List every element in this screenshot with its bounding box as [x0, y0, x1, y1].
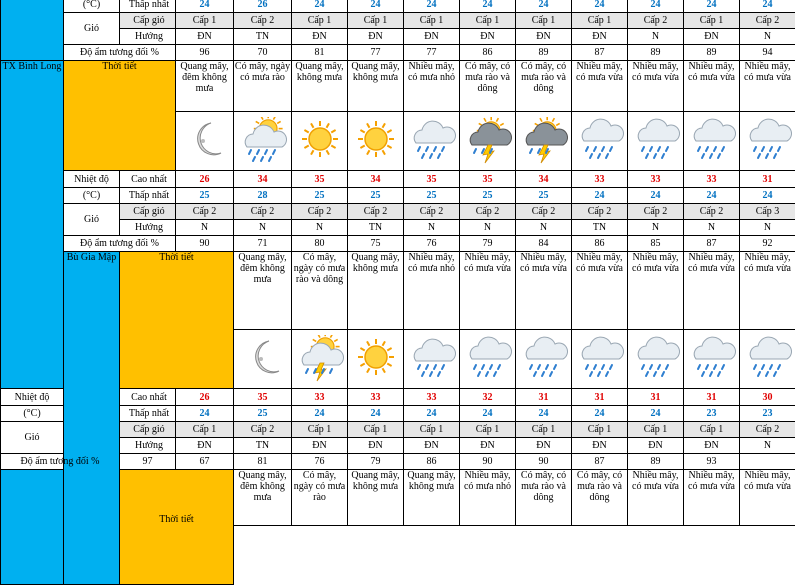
weather-icon-cell [628, 112, 684, 171]
wind-dir-label: Hướng [120, 29, 176, 45]
humidity-value: 87 [684, 236, 740, 252]
min-temp-value: 24 [176, 0, 234, 13]
location-cell-partial [1, 470, 64, 585]
cloud-heavy-rain-icon [576, 335, 624, 383]
wind-level-value: Cấp 2 [404, 204, 460, 220]
weather-label: Thời tiết [120, 470, 234, 585]
humidity-value: 89 [628, 45, 684, 61]
cloud-rain-icon [408, 117, 456, 165]
weather-description: Nhiều mây, có mưa vừa [516, 252, 572, 330]
max-temp-value: 34 [234, 171, 292, 188]
wind-level-value: Cấp 1 [516, 13, 572, 29]
temp-label: Nhiệt độ [1, 389, 64, 406]
location-name: Bù Gia Mập [64, 252, 120, 585]
humidity-value: 81 [234, 454, 292, 470]
min-temp-value: 24 [572, 406, 628, 422]
humidity-label: Độ ẩm tương đối % [64, 236, 176, 252]
weather-description: Nhiều mây, có mưa nhỏ [404, 61, 460, 112]
wind-level-value: Cấp 3 [740, 204, 795, 220]
weather-icon-cell [516, 112, 572, 171]
humidity-value: 87 [572, 454, 628, 470]
weather-icon-cell [234, 330, 292, 389]
weather-icon-cell [684, 112, 740, 171]
wind-level-value: Cấp 1 [460, 13, 516, 29]
wind-label: Gió [1, 422, 64, 454]
location-cell-partial [1, 0, 64, 61]
weather-description: Nhiều mây, có mưa nhỏ [404, 252, 460, 330]
wind-dir-value: N [628, 220, 684, 236]
max-temp-value: 34 [348, 171, 404, 188]
wind-dir-value: ĐN [460, 29, 516, 45]
weather-description: Nhiều mây, có mưa vừa [460, 252, 516, 330]
weather-label: Thời tiết [120, 252, 234, 389]
min-temp-value: 25 [234, 406, 292, 422]
min-temp-value: 24 [292, 0, 348, 13]
wind-level-value: Cấp 2 [572, 204, 628, 220]
min-temp-value: 24 [572, 0, 628, 13]
humidity-value: 87 [572, 45, 628, 61]
wind-dir-label: Hướng [120, 438, 176, 454]
forecast-body [1, 0, 795, 584]
min-temp-value: 25 [516, 188, 572, 204]
weather-icon-cell [460, 330, 516, 389]
humidity-value: 96 [176, 45, 234, 61]
weather-icon-cell [572, 330, 628, 389]
weather-description: Có mây, có mưa rào và dông [572, 470, 628, 526]
weather-description: Có mây, ngày có mưa rào và dông [292, 252, 348, 330]
max-temp-value: 33 [404, 389, 460, 406]
wind-level-value: Cấp 1 [176, 422, 234, 438]
max-temp-value: 26 [176, 171, 234, 188]
min-temp-value: 24 [516, 406, 572, 422]
max-temp-value: 31 [684, 389, 740, 406]
humidity-value: 86 [404, 454, 460, 470]
min-temp-value: 25 [460, 188, 516, 204]
wind-level-value: Cấp 2 [740, 422, 795, 438]
wind-level-value: Cấp 2 [740, 13, 795, 29]
wind-dir-value: N [460, 220, 516, 236]
wind-level-value: Cấp 1 [404, 13, 460, 29]
weather-icon-cell [348, 330, 404, 389]
wind-dir-value: N [404, 220, 460, 236]
cloud-heavy-rain-icon [744, 335, 792, 383]
cloud-heavy-rain-icon [520, 335, 568, 383]
cloud-heavy-rain-icon [632, 335, 680, 383]
humidity-value: 67 [176, 454, 234, 470]
humidity-value: 97 [120, 454, 176, 470]
weather-description: Có mây, ngày có mưa rào [234, 61, 292, 112]
wind-dir-value: ĐN [176, 29, 234, 45]
wind-dir-value: ĐN [572, 438, 628, 454]
humidity-value: 71 [234, 236, 292, 252]
wind-dir-value: N [292, 220, 348, 236]
wind-level-value: Cấp 2 [348, 204, 404, 220]
weather-description: Có mây, có mưa rào và dông [460, 61, 516, 112]
weather-description: Nhiều mây, có mưa vừa [740, 61, 795, 112]
wind-dir-value: N [740, 438, 795, 454]
wind-level-value: Cấp 1 [292, 13, 348, 29]
wind-dir-value: TN [234, 438, 292, 454]
min-temp-value: 24 [628, 0, 684, 13]
weather-icon-cell [404, 330, 460, 389]
wind-level-value: Cấp 1 [628, 422, 684, 438]
humidity-value: 89 [684, 45, 740, 61]
weather-description: Nhiều mây, có mưa vừa [684, 61, 740, 112]
max-temp-value: 33 [348, 389, 404, 406]
weather-description: Nhiều mây, có mưa vừa [628, 61, 684, 112]
cloud-heavy-rain-icon [464, 335, 512, 383]
max-temp-value: 35 [292, 171, 348, 188]
wind-dir-value: ĐN [292, 29, 348, 45]
min-temp-value: 24 [348, 0, 404, 13]
max-temp-value: 35 [234, 389, 292, 406]
wind-level-label: Cấp gió [120, 422, 176, 438]
weather-description: Nhiều mây, có mưa vừa [684, 470, 740, 526]
weather-icon-cell [516, 330, 572, 389]
sun-cloud-rain-icon [239, 117, 287, 165]
weather-icon-cell [348, 112, 404, 171]
wind-level-value: Cấp 2 [628, 13, 684, 29]
sun-icon [296, 117, 344, 165]
temp-label: Nhiệt độ [64, 171, 120, 188]
min-temp-value: 24 [740, 0, 795, 13]
min-temp-value: 24 [684, 0, 740, 13]
wind-dir-value: N [234, 220, 292, 236]
wind-dir-value: TN [348, 220, 404, 236]
weather-icon-cell [684, 330, 740, 389]
max-temp-label: Cao nhất [120, 389, 176, 406]
min-temp-value: 25 [404, 188, 460, 204]
humidity-label: Độ ẩm tương đối % [64, 45, 176, 61]
weather-description: Quang mây, không mưa [292, 61, 348, 112]
wind-level-label: Cấp gió [120, 13, 176, 29]
wind-dir-value: ĐN [292, 438, 348, 454]
wind-level-value: Cấp 2 [234, 422, 292, 438]
sun-icon [352, 335, 400, 383]
wind-level-value: Cấp 1 [348, 422, 404, 438]
wind-level-value: Cấp 1 [572, 13, 628, 29]
wind-dir-value: N [628, 29, 684, 45]
wind-dir-value: N [516, 220, 572, 236]
min-temp-value: 23 [684, 406, 740, 422]
weather-description: Nhiều mây, có mưa vừa [740, 252, 795, 330]
min-temp-value: 24 [572, 188, 628, 204]
weather-description: Nhiều mây, có mưa vừa [684, 252, 740, 330]
wind-level-value: Cấp 1 [292, 422, 348, 438]
wind-level-value: Cấp 1 [460, 422, 516, 438]
max-temp-value: 35 [404, 171, 460, 188]
humidity-value: 89 [516, 45, 572, 61]
weather-icon-cell [234, 112, 292, 171]
wind-level-value: Cấp 2 [292, 204, 348, 220]
wind-dir-value: ĐN [404, 438, 460, 454]
min-temp-label: Thấp nhất [120, 188, 176, 204]
humidity-value: 77 [348, 45, 404, 61]
wind-level-value: Cấp 1 [176, 13, 234, 29]
sun-cloud-storm-icon [296, 335, 344, 383]
wind-label: Gió [64, 204, 120, 236]
min-temp-value: 24 [460, 406, 516, 422]
wind-dir-value: ĐN [460, 438, 516, 454]
sun-icon [352, 117, 400, 165]
weather-description: Có mây, có mưa rào và dông [516, 470, 572, 526]
weather-icon-cell [740, 330, 795, 389]
humidity-value: 80 [292, 236, 348, 252]
wind-dir-value: ĐN [348, 29, 404, 45]
location-name: TX Bình Long [1, 61, 64, 389]
min-temp-value: 24 [516, 0, 572, 13]
humidity-value: 86 [460, 45, 516, 61]
wind-dir-value: TN [234, 29, 292, 45]
weather-description: Quang mây, không mưa [348, 252, 404, 330]
weather-icon-cell [740, 112, 795, 171]
min-temp-value: 24 [404, 406, 460, 422]
min-temp-value: 28 [234, 188, 292, 204]
min-temp-label: Thấp nhất [120, 0, 176, 13]
wind-level-value: Cấp 2 [234, 204, 292, 220]
max-temp-value: 31 [628, 389, 684, 406]
moon-icon [181, 117, 229, 165]
weather-icon-cell [572, 112, 628, 171]
wind-dir-label: Hướng [120, 220, 176, 236]
humidity-value: 79 [348, 454, 404, 470]
wind-level-value: Cấp 2 [176, 204, 234, 220]
max-temp-value: 26 [176, 389, 234, 406]
max-temp-value: 33 [292, 389, 348, 406]
min-temp-value: 24 [740, 188, 795, 204]
wind-level-value: Cấp 2 [234, 13, 292, 29]
min-temp-value: 24 [404, 0, 460, 13]
max-temp-value: 33 [684, 171, 740, 188]
wind-level-value: Cấp 2 [628, 204, 684, 220]
humidity-value: 93 [684, 454, 740, 470]
cloud-heavy-rain-icon [744, 117, 792, 165]
max-temp-value: 31 [572, 389, 628, 406]
weather-description: Quang mây, đêm không mưa [234, 470, 292, 526]
weather-icon-cell [292, 330, 348, 389]
wind-dir-value: N [684, 220, 740, 236]
humidity-value: 84 [516, 236, 572, 252]
humidity-value: 75 [348, 236, 404, 252]
max-temp-value: 35 [460, 171, 516, 188]
max-temp-value: 33 [572, 171, 628, 188]
weather-description: Nhiều mây, có mưa vừa [740, 470, 795, 526]
cloud-heavy-rain-icon [632, 117, 680, 165]
wind-dir-value: ĐN [516, 29, 572, 45]
max-temp-value: 31 [740, 171, 795, 188]
humidity-value: 79 [460, 236, 516, 252]
weather-description: Quang mây, không mưa [404, 470, 460, 526]
weather-label: Thời tiết [64, 61, 176, 171]
min-temp-value: 23 [740, 406, 795, 422]
min-temp-value: 25 [176, 188, 234, 204]
humidity-value: 70 [234, 45, 292, 61]
wind-dir-value: ĐN [516, 438, 572, 454]
min-temp-value: 24 [460, 0, 516, 13]
cloud-storm-icon [464, 117, 512, 165]
humidity-value: 90 [460, 454, 516, 470]
max-temp-value: 34 [516, 171, 572, 188]
wind-level-value: Cấp 1 [404, 422, 460, 438]
cloud-heavy-rain-icon [576, 117, 624, 165]
humidity-value: 89 [628, 454, 684, 470]
weather-icon-cell [404, 112, 460, 171]
humidity-value: 76 [404, 236, 460, 252]
wind-label: Gió [64, 13, 120, 45]
max-temp-value: 32 [460, 389, 516, 406]
wind-level-value: Cấp 1 [684, 13, 740, 29]
humidity-value: 81 [292, 45, 348, 61]
wind-level-label: Cấp gió [120, 204, 176, 220]
wind-dir-value: ĐN [684, 29, 740, 45]
moon-icon [239, 335, 287, 383]
humidity-value: 90 [176, 236, 234, 252]
min-temp-value: 24 [176, 406, 234, 422]
wind-dir-value: ĐN [176, 438, 234, 454]
min-temp-value: 24 [348, 406, 404, 422]
min-temp-value: 24 [292, 406, 348, 422]
humidity-value: 85 [628, 236, 684, 252]
min-temp-value: 24 [628, 188, 684, 204]
wind-dir-value: ĐN [684, 438, 740, 454]
weather-description: Nhiều mây, có mưa vừa [628, 470, 684, 526]
wind-level-value: Cấp 1 [684, 422, 740, 438]
wind-level-value: Cấp 2 [516, 204, 572, 220]
temp-unit-label: (°C) [64, 188, 120, 204]
wind-level-value: Cấp 1 [572, 422, 628, 438]
wind-level-value: Cấp 2 [460, 204, 516, 220]
cloud-heavy-rain-icon [688, 117, 736, 165]
humidity-label: Độ ẩm tương đối % [1, 454, 120, 470]
weather-icon-cell [460, 112, 516, 171]
max-temp-value: 33 [628, 171, 684, 188]
weather-description: Quang mây, không mưa [348, 61, 404, 112]
weather-description: Nhiều mây, có mưa vừa [572, 252, 628, 330]
wind-level-value: Cấp 1 [516, 422, 572, 438]
weather-description: Nhiều mây, có mưa vừa [628, 252, 684, 330]
wind-level-value: Cấp 2 [684, 204, 740, 220]
weather-icon-cell [292, 112, 348, 171]
weather-description: Nhiều mây, có mưa vừa [572, 61, 628, 112]
min-temp-value: 25 [292, 188, 348, 204]
wind-dir-value: ĐN [348, 438, 404, 454]
cloud-rain-icon [408, 335, 456, 383]
weather-description: Nhiều mây, có mưa nhỏ [460, 470, 516, 526]
weather-description: Có mây, ngày có mưa rào [292, 470, 348, 526]
min-temp-value: 24 [628, 406, 684, 422]
cloud-storm-icon [520, 117, 568, 165]
min-temp-value: 24 [684, 188, 740, 204]
wind-dir-value: ĐN [404, 29, 460, 45]
wind-dir-value: ĐN [628, 438, 684, 454]
weather-icon-cell [176, 112, 234, 171]
cloud-heavy-rain-icon [688, 335, 736, 383]
wind-dir-value: N [176, 220, 234, 236]
weather-icon-cell [628, 330, 684, 389]
wind-dir-value: ĐN [572, 29, 628, 45]
wind-level-value: Cấp 1 [348, 13, 404, 29]
humidity-value: 76 [292, 454, 348, 470]
humidity-value: 94 [740, 45, 795, 61]
weather-description: Quang mây, không mưa [348, 470, 404, 526]
humidity-value: 90 [516, 454, 572, 470]
min-temp-value: 25 [348, 188, 404, 204]
max-temp-label: Cao nhất [120, 171, 176, 188]
temp-unit-label: (°C) [1, 406, 64, 422]
wind-dir-value: N [740, 220, 795, 236]
temp-unit-label: (°C) [64, 0, 120, 13]
wind-dir-value: N [740, 29, 795, 45]
humidity-value: 77 [404, 45, 460, 61]
weather-description: Có mây, có mưa rào và dông [516, 61, 572, 112]
humidity-value: 86 [572, 236, 628, 252]
max-temp-value: 31 [516, 389, 572, 406]
humidity-value: 92 [740, 236, 795, 252]
weather-description: Quang mây, đêm không mưa [234, 252, 292, 330]
min-temp-value: 26 [234, 0, 292, 13]
wind-dir-value: TN [572, 220, 628, 236]
max-temp-value: 30 [740, 389, 795, 406]
weather-description: Quang mây, đêm không mưa [176, 61, 234, 112]
min-temp-label: Thấp nhất [120, 406, 176, 422]
